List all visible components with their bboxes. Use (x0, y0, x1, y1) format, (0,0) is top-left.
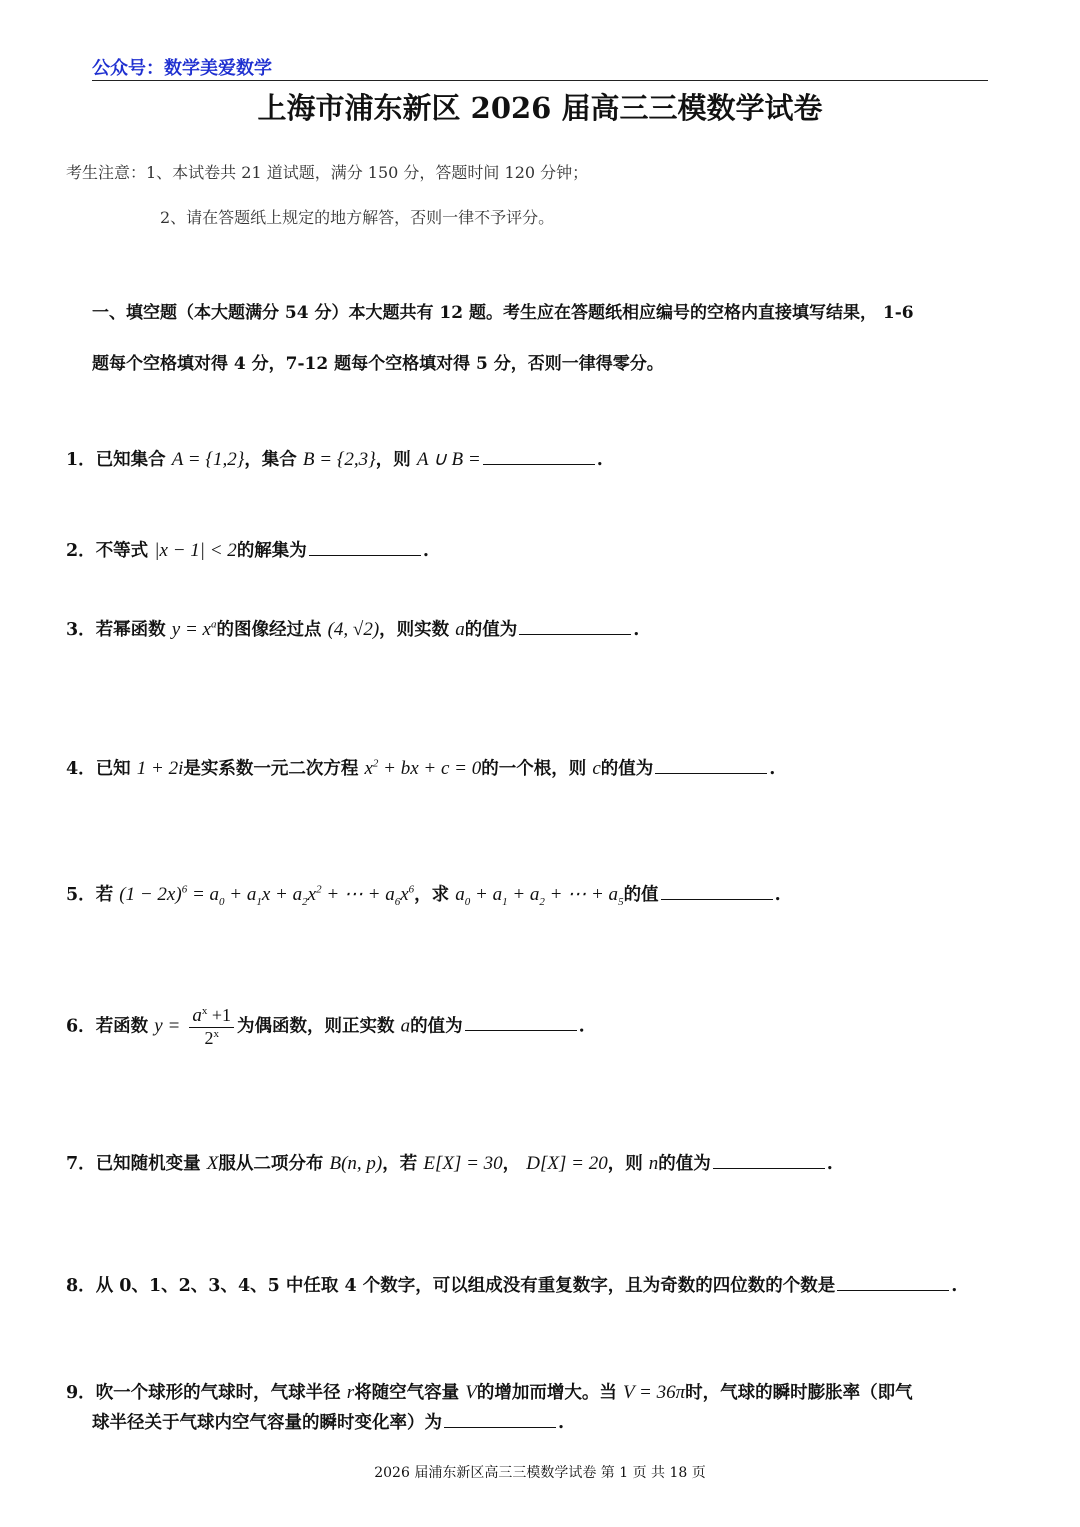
question-number: 9． (66, 1383, 96, 1403)
q5-m: x (400, 884, 409, 905)
q3-end: . (633, 620, 640, 640)
fraction-numerator (189, 1005, 234, 1028)
q5-m: + ⋯ + a (321, 884, 395, 905)
question-number: 8． (66, 1276, 96, 1296)
q1-text: ，集合 (244, 450, 297, 470)
q7-text: 的值为 (658, 1154, 711, 1174)
q3-math-point: (4, √2) (327, 619, 380, 640)
q9-text: 将随空气容量 (354, 1383, 460, 1403)
q5-end: . (774, 885, 781, 905)
question-4 (66, 755, 775, 780)
q7-text: ，则 (607, 1154, 643, 1174)
q2-math-inequality: |x − 1| < 2 (154, 540, 237, 561)
q8-text: 从 0、1、2、3、4、5 中任取 4 个数字，可以组成没有重复数字，且为奇数的四位数的个数是 (95, 1276, 836, 1296)
q4-text: 的一个根，则 (481, 759, 587, 779)
notice-line-2: 2、请在答题纸上规定的地方解答，否则一律不予评分。 (160, 208, 555, 227)
q4-text: 的值为 (600, 759, 654, 779)
question-number: 4． (66, 759, 96, 779)
question-number: 6． (66, 1016, 96, 1037)
q6-text: 为偶函数，则正实数 (237, 1016, 395, 1037)
q9-math-volume: V = 36π (622, 1382, 686, 1403)
wechat-account-label: 公众号：数学美爱数学 (92, 58, 272, 79)
q5-sup: 2 (316, 883, 322, 896)
q6-sup: x (201, 1005, 208, 1017)
question-number: 5． (66, 885, 96, 905)
q9-text: 时，气球的瞬时膨胀率（即气 (685, 1383, 913, 1403)
q5-m: a (455, 884, 465, 905)
q5-text: ，求 (414, 885, 450, 905)
q5-text: 若 (95, 885, 114, 905)
q5-sub: 0 (219, 895, 225, 908)
question-9 (66, 1379, 913, 1404)
q7-text: 已知随机变量 (95, 1154, 201, 1174)
q3-math-a: a (455, 619, 465, 640)
question-5 (66, 881, 781, 908)
q5-m: + a (224, 884, 257, 905)
answer-blank[interactable] (444, 1411, 556, 1428)
q4-math-root: 1 + 2i (136, 758, 184, 779)
q5-m: + ⋯ + a (544, 884, 619, 905)
question-number: 3． (66, 620, 96, 640)
q5-m: (1 − 2x) (119, 884, 182, 905)
q9-math-v: V (465, 1382, 477, 1403)
q2-text: 不等式 (95, 541, 149, 561)
q7-text: 服从二项分布 (218, 1154, 324, 1174)
q5-m: = a (187, 884, 220, 905)
question-2 (66, 537, 429, 562)
question-6 (66, 1005, 585, 1049)
q5-math-sum (455, 884, 624, 908)
q4-math-rest: + bx + c = 0 (378, 758, 482, 779)
q6-sup: x (213, 1027, 219, 1040)
answer-blank[interactable] (655, 757, 767, 774)
question-1 (66, 446, 603, 471)
q1-text: 已知集合 (95, 450, 166, 470)
q5-sub: 0 (464, 895, 471, 908)
q5-text: 的值 (623, 885, 659, 905)
q1-math-union: A ∪ B = (416, 449, 481, 470)
q2-end: . (422, 541, 429, 561)
q7-text: ，若 (382, 1154, 418, 1174)
question-number: 2． (66, 541, 96, 561)
q6-math-y: y = (154, 1015, 181, 1037)
q6-num-rest: +1 (207, 1005, 232, 1025)
q6-math-a: a (192, 1005, 202, 1026)
question-number: 7． (66, 1154, 96, 1174)
answer-blank[interactable] (465, 1014, 577, 1031)
question-3 (66, 616, 639, 641)
q1-math-set-b: B = {2,3} (302, 449, 376, 470)
q9-math-r: r (346, 1382, 355, 1403)
q5-m: + a (507, 884, 540, 905)
question-number: 1． (66, 450, 96, 470)
q5-m: + a (470, 884, 503, 905)
q5-sub: 1 (256, 895, 262, 908)
q4-math-x: x (364, 758, 373, 779)
q7-math-n: n (648, 1153, 659, 1174)
notice-line-1: 考生注意：1、本试卷共 21 道试题，满分 150 分，答题时间 120 分钟； (66, 163, 589, 182)
answer-blank[interactable] (519, 618, 631, 635)
header-divider (92, 80, 988, 81)
q5-math-expansion (119, 883, 415, 908)
question-8 (66, 1272, 957, 1297)
answer-blank[interactable] (483, 448, 595, 465)
q7-math-expectation: E[X] = 30 (423, 1153, 503, 1174)
q1-end: . (596, 450, 603, 470)
q3-math-y: y = x (171, 619, 211, 640)
answer-blank[interactable] (309, 539, 421, 556)
q1-math-set-a: A = {1,2} (171, 449, 245, 470)
q5-m: x (307, 884, 317, 905)
q8-end: . (951, 1276, 958, 1296)
q4-text: 是实系数一元二次方程 (183, 759, 359, 779)
q9-text: 吹一个球形的气球时，气球半径 (95, 1383, 341, 1403)
question-7 (66, 1150, 833, 1175)
q9-text: 的增加而增大。当 (476, 1383, 617, 1403)
q7-math-x: X (206, 1153, 219, 1174)
q4-end: . (769, 759, 776, 779)
q7-math-variance: D[X] = 20 (526, 1153, 608, 1174)
q6-fraction (189, 1005, 234, 1049)
q5-sup: 6 (408, 883, 415, 896)
q6-text: 的值为 (410, 1016, 463, 1037)
q4-math-c: c (592, 758, 601, 779)
q4-math-equation (364, 758, 481, 779)
q3-text: 若幂函数 (95, 620, 166, 640)
q3-math-power-function (172, 619, 217, 640)
q6-end: . (578, 1016, 585, 1037)
q5-sup: 6 (181, 883, 188, 896)
q5-sub: 2 (302, 895, 308, 908)
q5-m: x + a (261, 884, 303, 905)
q7-end: . (826, 1154, 833, 1174)
exam-title: 上海市浦东新区 2026 届高三三模数学试卷 (257, 91, 823, 125)
q5-sub: 6 (394, 895, 401, 908)
q7-math-binomial: B(n, p) (329, 1153, 383, 1174)
answer-blank[interactable] (837, 1274, 949, 1291)
q6-text: 若函数 (95, 1016, 149, 1037)
q5-sub: 5 (618, 895, 624, 908)
q6-math-a: a (400, 1015, 411, 1037)
q5-sub: 2 (539, 895, 545, 908)
answer-blank[interactable] (661, 883, 773, 900)
q3-text: 的图像经过点 (216, 620, 322, 640)
q9-text: 球半径关于气球内空气容量的瞬时变化率）为 (92, 1413, 442, 1433)
q6-den-base: 2 (204, 1027, 214, 1048)
answer-blank[interactable] (713, 1152, 825, 1169)
fraction-denominator (189, 1028, 234, 1049)
q9-end: . (558, 1413, 565, 1433)
q3-text: 的值为 (464, 620, 518, 640)
section-instructions-line-2: 题每个空格填对得 4 分，7-12 题每个空格填对得 5 分，否则一律得零分。 (92, 354, 664, 374)
question-9-line-2 (92, 1409, 564, 1434)
q4-text: 已知 (95, 759, 131, 779)
section-instructions-line-1: 一、填空题（本大题满分 54 分）本大题共有 12 题。考生应在答题纸相应编号的空格内直接填写结果， 1-6 (92, 303, 914, 323)
page-footer: 2026 届浦东新区高三三模数学试卷 第 1 页 共 18 页 (374, 1465, 706, 1481)
q7-text: ， (502, 1154, 521, 1174)
q5-sub: 1 (502, 895, 508, 908)
q3-exponent: a (210, 618, 217, 631)
q2-text: 的解集为 (236, 541, 307, 561)
q4-exponent: 2 (372, 757, 379, 770)
q1-text: ，则 (375, 450, 411, 470)
q3-text: ，则实数 (379, 620, 450, 640)
